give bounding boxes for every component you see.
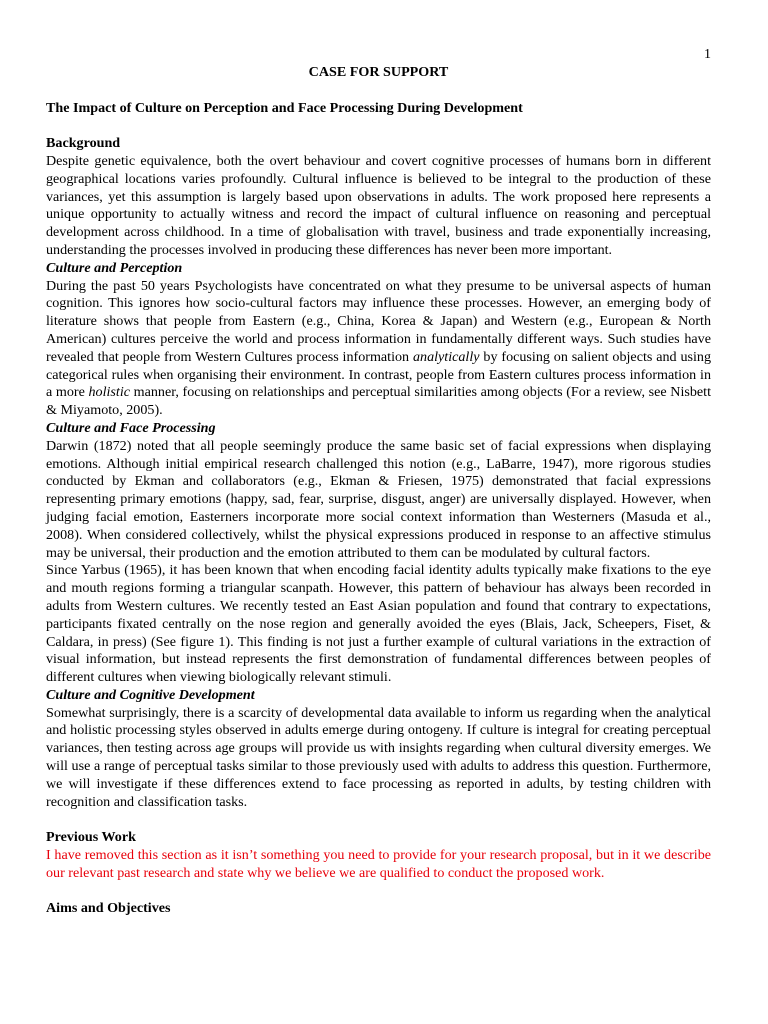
document-body — [46, 64, 711, 918]
aims-heading: Aims and Objectives — [46, 900, 171, 917]
background-section — [46, 135, 711, 260]
culture-perception-text-2: by focusing on salient objects and using categorical rules when organising their environment. In contrast, people from Eastern cultures process information in a more — [46, 348, 711, 401]
page-number: 1 — [704, 47, 711, 62]
culture-face-heading: Culture and Face Processing — [46, 419, 216, 436]
analytically-emphasis: analytically — [412, 348, 480, 365]
culture-face-paragraph-1: Darwin (1872) noted that all people seemingly produce the same basic set of facial expressions when displaying emotions. Although initial empirical research challenged this notion (e.g., LaBarre, 1947), more rigorous studies conducted by Ekman and collaborators (e.g., Ekman & Friesen, 1975) demonstrated that facial expressions representing primary emotions (happy, sad, fear, surprise, disgust, anger) are universally displayed. However, when judging facial emotion, Easterners incorporate more social context information than Westerners (Masuda et al., 2008). When considered collectively, whilst the physical expressions produced in response to an affective stimulus may be universal, their production and the emotion attributed to them can be modulated by cultural factors. — [46, 437, 711, 561]
culture-perception-section — [46, 260, 711, 420]
culture-cognitive-paragraph: Somewhat surprisingly, there is a scarcity of developmental data available to inform us regarding when the analytical and holistic processing styles observed in adults emerge during ontogeny. If culture is integral for creating perceptual variances, then testing across age groups will provide us with insights regarding when cultural diversity emerges. We will use a range of perceptual tasks similar to those previously used with adults to address this question. Furthermore, we will investigate if these differences extend to face processing as reported in adults, by testing children with recognition and classification tasks. — [46, 704, 711, 810]
culture-perception-text-1: During the past 50 years Psychologists have concentrated on what they presume to be universal aspects of human cognition. This ignores how socio-cultural factors may influence these processes. However, an emerging body of literature shows that people from Eastern (e.g., China, Korea & Japan) and Western (e.g., European & North American) cultures perceive the world and process information in fundamentally different ways. Such studies have revealed that people from Western Cultures process information — [46, 277, 711, 365]
culture-cognitive-section — [46, 687, 711, 812]
culture-perception-text-3: manner, focusing on relationships and perceptual similarities among objects (For a review, see Nisbett & Miyamoto, 2005). — [46, 384, 711, 419]
background-paragraph: Despite genetic equivalence, both the overt behaviour and covert cognitive processes of humans born in different geographical locations varies profoundly. Cultural influence is believed to be integral to the production of these variances, yet this assumption is largely based upon observations in adults. The work proposed here represents a unique opportunity to actually witness and record the impact of cultural influence on reasoning and perceptual development across childhood. In a time of globalisation with travel, business and trade exponentially increasing, understanding the processes involved in producing these differences has never been more important. — [46, 152, 711, 258]
document-subtitle: The Impact of Culture on Perception and Face Processing During Development — [46, 99, 523, 116]
culture-face-section — [46, 420, 711, 687]
previous-work-heading: Previous Work — [46, 829, 136, 846]
aims-section — [46, 900, 711, 918]
holistic-emphasis: holistic — [88, 384, 130, 401]
culture-perception-heading: Culture and Perception — [46, 259, 183, 276]
culture-perception-paragraph — [46, 278, 711, 420]
culture-cognitive-heading: Culture and Cognitive Development — [46, 686, 255, 703]
document-title: CASE FOR SUPPORT — [308, 64, 449, 80]
background-heading: Background — [46, 135, 121, 152]
previous-work-note: I have removed this section as it isn’t something you need to provide for your research proposal, but in it we describe our relevant past research and state why we believe we are qualified to conduct the proposed work. — [46, 847, 711, 881]
previous-work-section — [46, 829, 711, 882]
culture-face-paragraph-2: Since Yarbus (1965), it has been known that when encoding facial identity adults typically make fixations to the eye and mouth regions forming a triangular scanpath. However, this pattern of behaviour has always been recorded in adults from Western cultures. We recently tested an East Asian population and found that contrary to expectations, participants fixated centrally on the nose region and generally avoided the eyes (Blais, Jack, Scheepers, Fiset, & Caldara, in press) (See figure 1). This finding is not just a further example of cultural variations in the extraction of visual information, but instead represents the first demonstration of fundamental differences between peoples of different cultures when viewing biologically relevant stimuli. — [46, 562, 711, 686]
